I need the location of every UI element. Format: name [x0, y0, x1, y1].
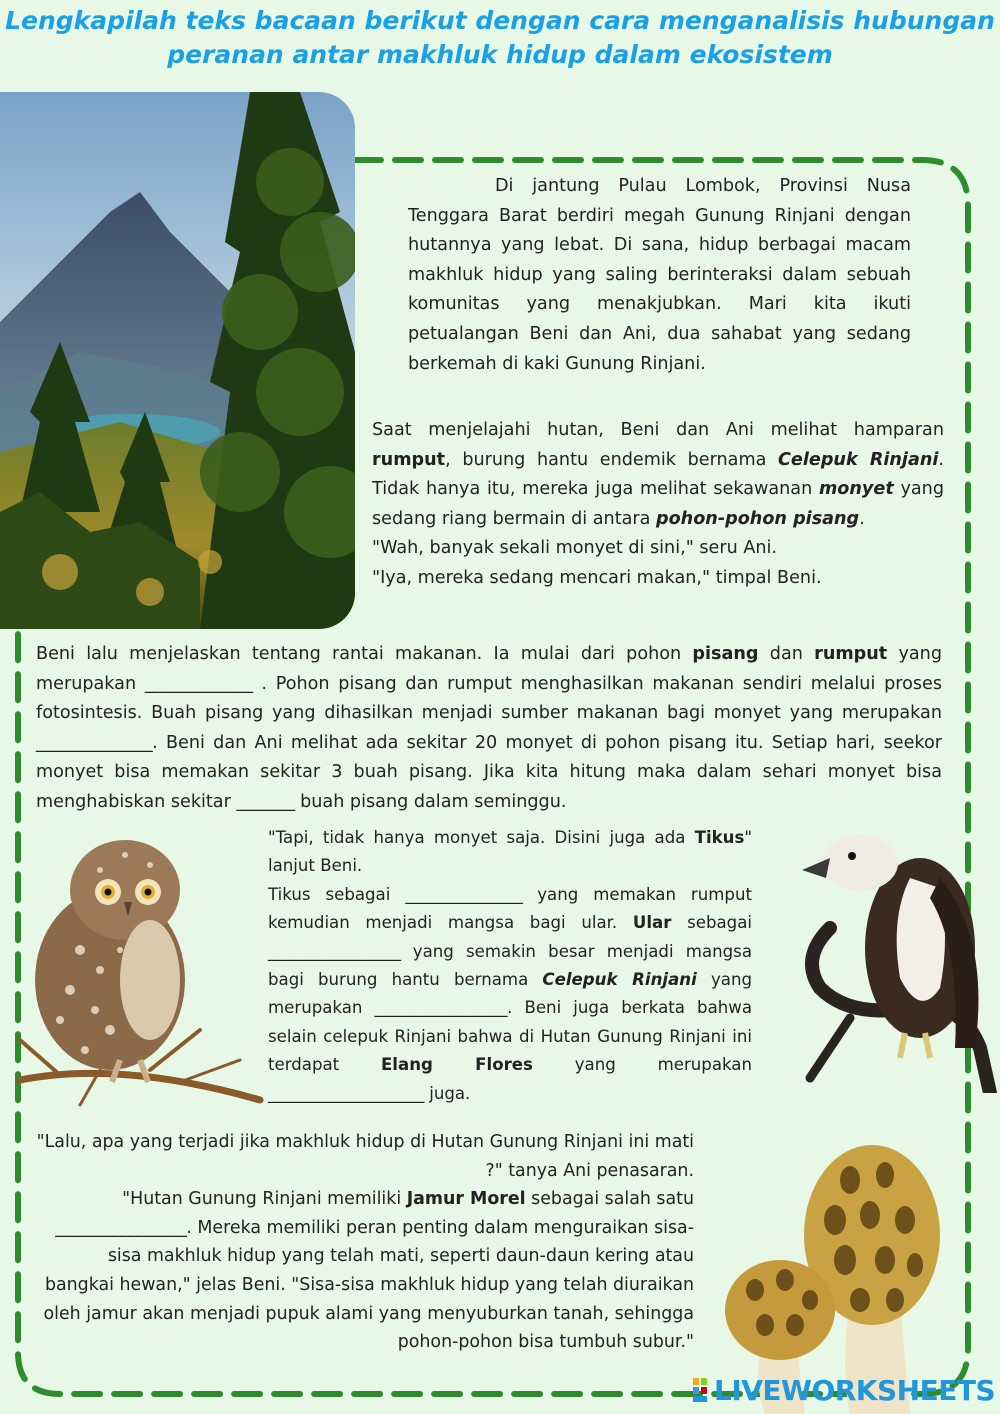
text-segment: juga.	[423, 1083, 471, 1103]
keyword-ular: Ular	[632, 913, 672, 933]
answer-blank-ular[interactable]: _________________	[268, 941, 401, 961]
text-segment: , burung hantu endemik bernama	[445, 449, 779, 470]
text-segment: "Hutan Gunung Rinjani memiliki	[122, 1189, 407, 1210]
keyword-pisang: pisang	[692, 644, 759, 664]
quote-ani: "Wah, banyak sekali monyet di sini," seru Ani.	[372, 538, 778, 559]
keyword-rumput: rumput	[814, 644, 888, 664]
quote-beni: "Iya, mereka sedang mencari makan," timpal Beni.	[372, 567, 822, 588]
text-segment: yang merupakan	[532, 1055, 752, 1075]
text-segment: yang sedang riang bermain di antara	[372, 479, 944, 529]
keyword-elang: Elang Flores	[380, 1055, 533, 1075]
answer-blank-jamur[interactable]: ________________	[55, 1217, 187, 1238]
text-segment: yang merupakan	[36, 644, 942, 694]
keyword-celepuk: Celepuk Rinjani	[778, 449, 939, 470]
forest-paragraph	[372, 416, 944, 594]
text-segment: dan	[758, 644, 815, 664]
answer-blank-tikus[interactable]: _______________	[405, 884, 523, 904]
keyword-monyet: monyet	[818, 479, 894, 500]
text-segment: Saat menjelajahi hutan, Beni dan Ani melihat hamparan	[372, 420, 944, 440]
owl-photo	[0, 820, 265, 1110]
text-segment: . Tidak hanya itu, mereka juga melihat sekawanan	[372, 449, 944, 500]
text-segment: . Beni dan Ani melihat ada sekitar 20 monyet di pohon pisang itu. Setiap hari, seekor monyet bisa memakan sekitar 3 buah pisang. Jika kita hitung maka dalam sehari monyet bisa menghabiskan sekitar	[36, 732, 942, 812]
text-segment: . Mereka memiliki peran penting dalam menguraikan sisa-sisa makhluk hidup yang telah mati, seperti daun-daun kering atau bangkai hewan," jelas Beni. "Sisa-sisa makhluk hidup yang telah diuraikan oleh jamur akan menjadi pupuk alami yang menyuburkan tanah, sehingga pohon-pohon bisa tumbuh subur."	[43, 1217, 694, 1353]
text-segment: yang merupakan	[268, 970, 752, 1018]
text-segment: . Beni juga berkata bahwa selain celepuk Rinjani bahwa di Hutan Gunung Rinjani ini terdapat	[268, 998, 752, 1075]
title-line-1: Lengkapilah teks bacaan berikut dengan cara menganalisis hubungan	[5, 6, 995, 35]
text-segment: Tikus sebagai	[268, 884, 406, 904]
liveworksheets-logo-icon	[692, 1377, 710, 1403]
text-segment: . Pohon pisang dan rumput menghasilkan makanan sendiri melalui proses fotosintesis. Buah pisang yang dihasilkan menjadi sumber makanan bagi monyet yang merupakan	[36, 673, 943, 724]
answer-blank-konsumen[interactable]: ______________	[36, 732, 153, 753]
text-segment: "Tapi, tidak hanya monyet saja. Disini juga ada	[268, 828, 695, 847]
mountain-forest-photo	[0, 92, 355, 629]
answer-blank-produsen[interactable]: _____________	[144, 673, 253, 694]
text-segment: "Lalu, apa yang terjadi jika makhluk hidup di Hutan Gunung Rinjani ini mati ?" tanya Ani penasaran.	[36, 1132, 694, 1181]
text-segment: yang semakin besar menjadi mangsa bagi burung hantu bernama	[268, 941, 752, 990]
liveworksheets-logo	[692, 1373, 995, 1407]
food-chain-paragraph	[36, 640, 942, 818]
answer-blank-jumlah[interactable]: _______	[236, 791, 295, 812]
text-segment: " lanjut Beni.	[268, 828, 752, 876]
text-segment: .	[859, 508, 865, 529]
answer-blank-elang[interactable]: ____________________	[268, 1083, 424, 1103]
text-segment: sebagai salah satu	[525, 1189, 694, 1210]
text-segment: yang memakan rumput kemudian menjadi mangsa bagi ular.	[268, 884, 752, 933]
keyword-rumput: rumput	[372, 449, 446, 470]
consumer-paragraph	[268, 824, 752, 1108]
text-segment: Beni lalu menjelaskan tentang rantai makanan. Ia mulai dari pohon	[36, 644, 693, 664]
liveworksheets-logo-text: LIVEWORKSHEETS	[714, 1373, 996, 1407]
answer-blank-celepuk[interactable]: _________________	[374, 998, 508, 1018]
eagle-photo	[790, 818, 1000, 1093]
text-segment: sebagai	[671, 913, 752, 933]
intro-paragraph: Di jantung Pulau Lombok, Provinsi Nusa Tenggara Barat berdiri megah Gunung Rinjani dengan hutannya yang lebat. Di sana, hidup berbagai macam makhluk hidup yang saling berinteraksi dalam sebuah komunitas yang menakjubkan. Mari kita ikuti petualangan Beni dan Ani, dua sahabat yang sedang berkemah di kaki Gunung Rinjani.	[408, 176, 911, 374]
keyword-celepuk: Celepuk Rinjani	[542, 970, 697, 990]
keyword-pisang: pohon-pohon pisang	[656, 508, 860, 529]
title-line-2: peranan antar makhluk hidup dalam ekosistem	[167, 40, 833, 69]
decomposer-paragraph	[34, 1128, 694, 1357]
keyword-jamur: Jamur Morel	[406, 1189, 526, 1210]
keyword-tikus: Tikus	[694, 828, 745, 847]
text-segment: buah pisang dalam seminggu.	[294, 791, 567, 812]
